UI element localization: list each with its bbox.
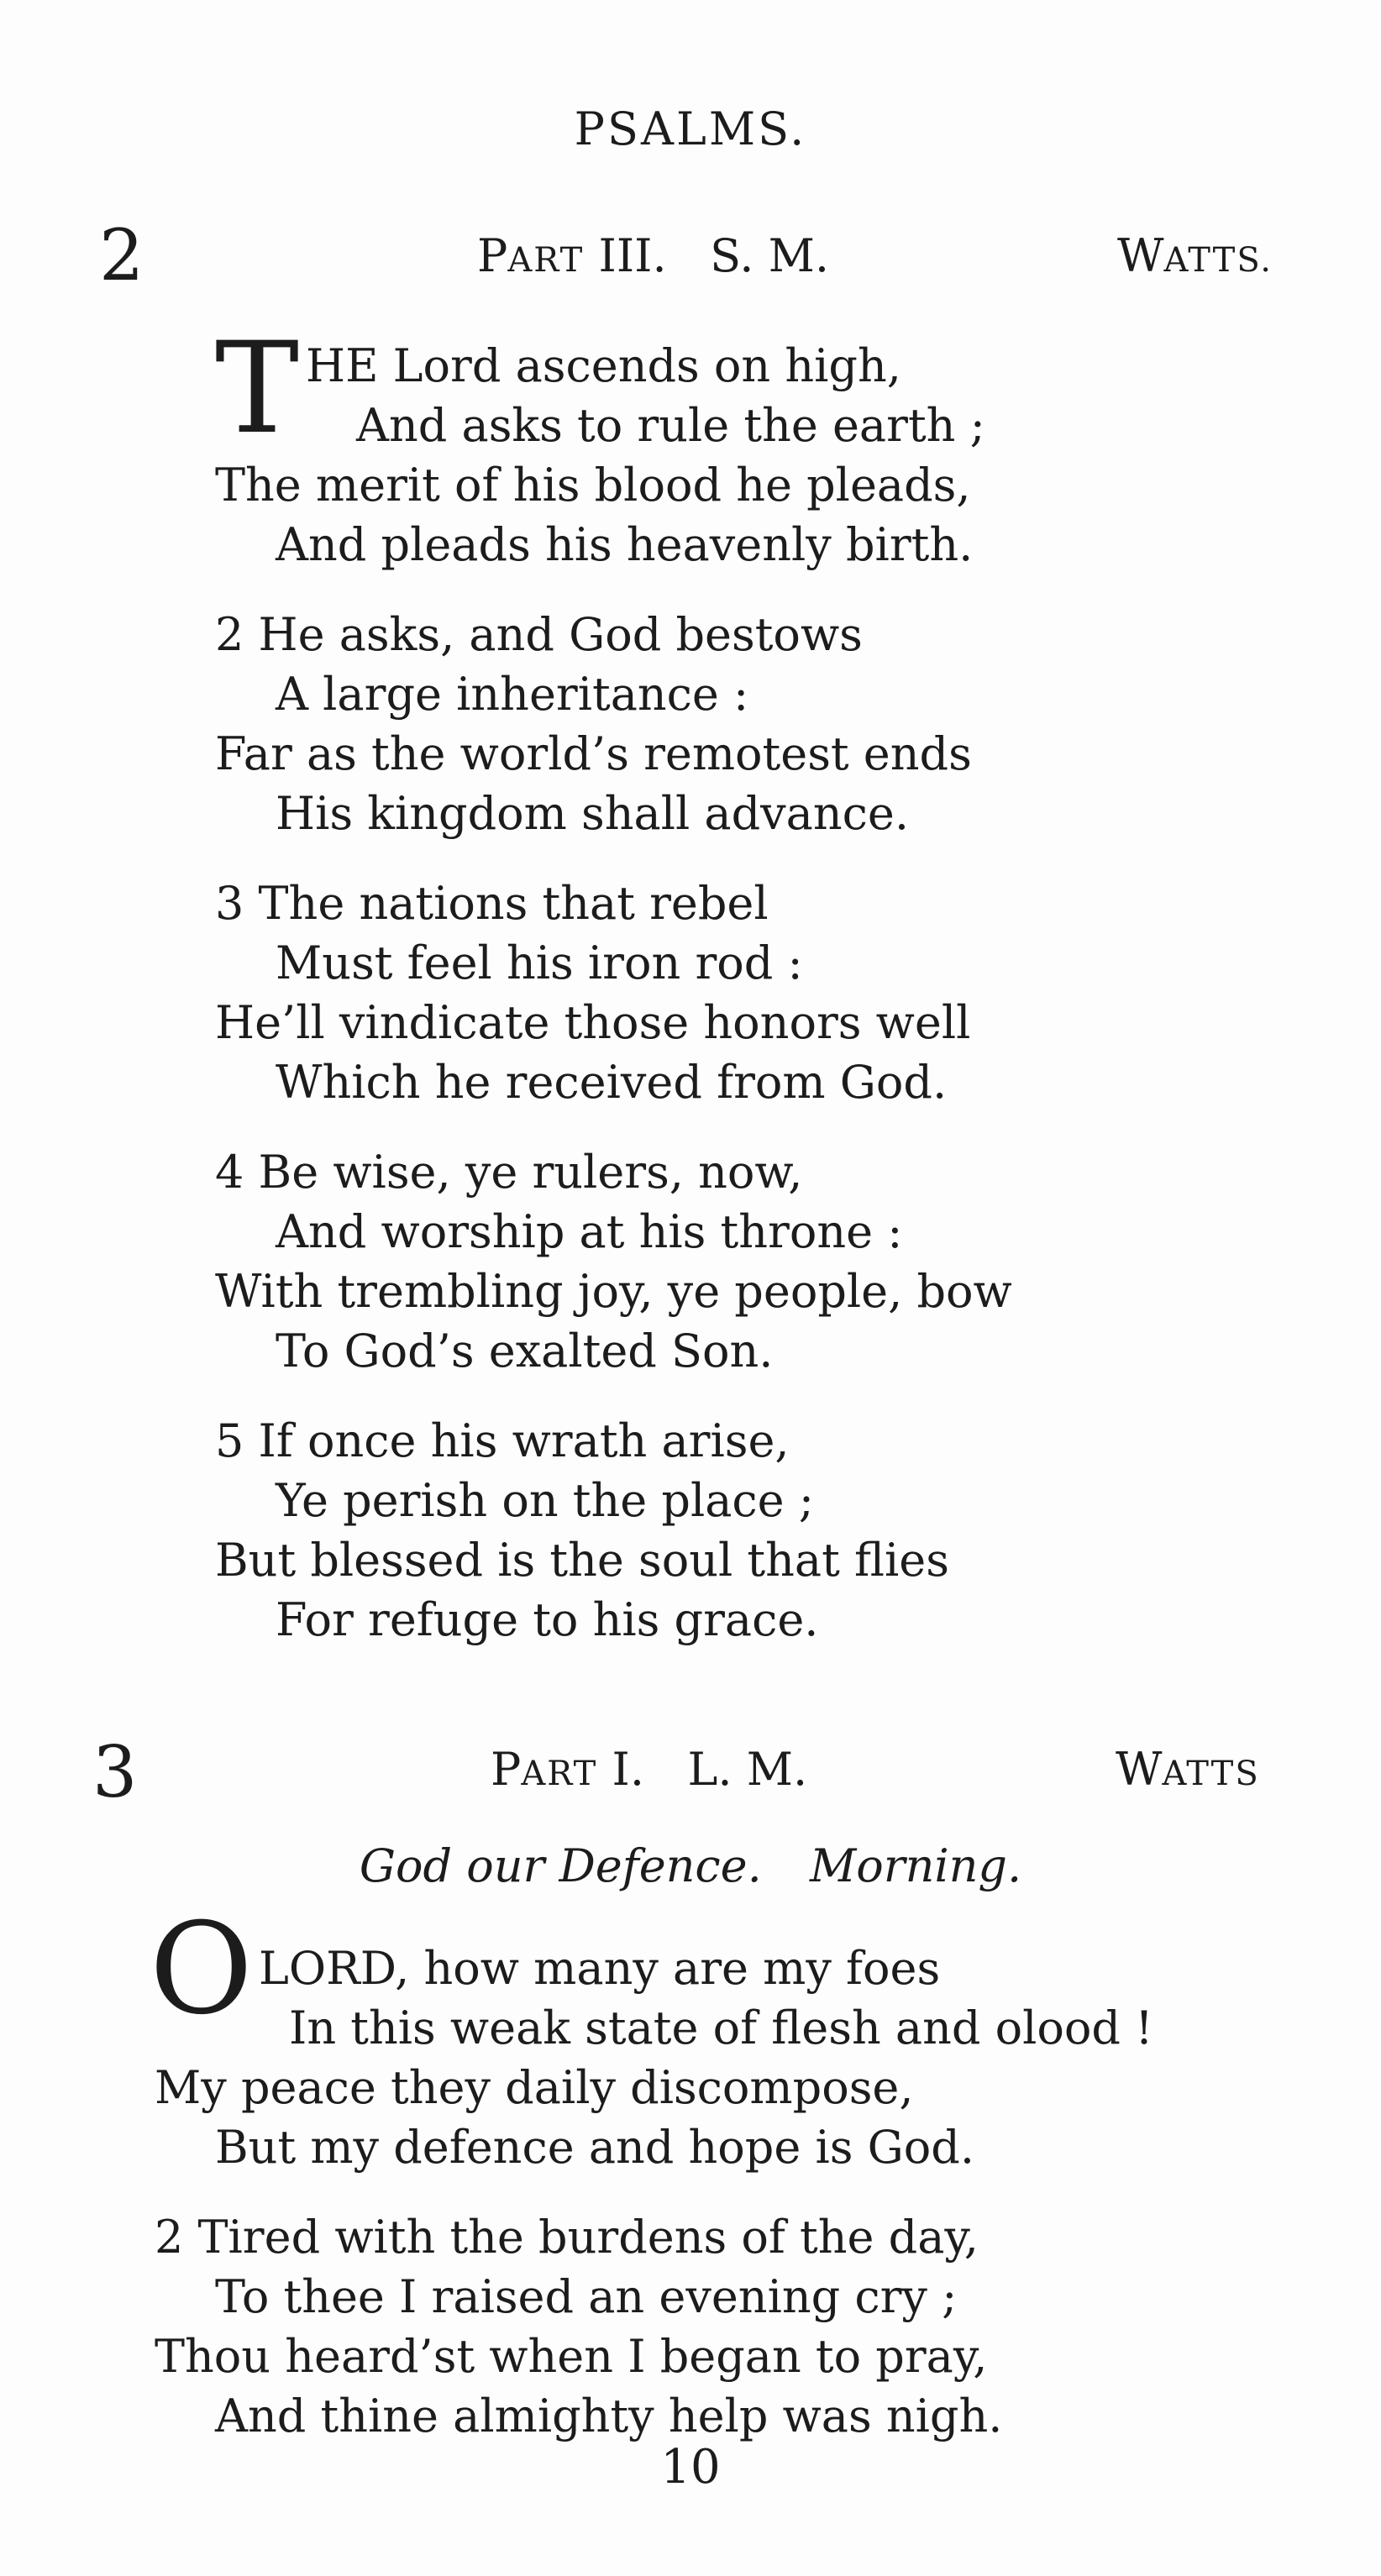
verse-line: For refuge to his grace. [276,1593,819,1646]
stanza [215,1142,1012,1381]
verse-line: In this weak state of flesh and olood ! [289,2002,1153,2054]
verse-line: Which he received from God. [276,1056,948,1109]
drop-cap: T [215,316,300,462]
verse-line: My peace they daily discompose, [155,2061,914,2114]
hymn-meter-header: PART III. S. M. [477,229,830,282]
verse-line: His kingdom shall advance. [276,787,910,840]
stanza [215,1411,949,1650]
hymn-meter-header: PART I. L. M. [491,1743,808,1796]
verse-line: But my defence and hope is God. [215,2121,975,2174]
verse-line: Far as the world’s remotest ends [215,727,972,780]
hymn-author: WATTS. [1117,229,1273,282]
page-number: 10 [660,2440,721,2495]
hymn-number: 2 [99,214,144,296]
verse-line: But blessed is the soul that flies [215,1534,949,1587]
verse-line: A large inheritance : [276,668,749,721]
hymn-number: 3 [92,1731,138,1813]
verse-line: And thine almighty help was nigh. [215,2390,1003,2442]
verse-line: He’ll vindicate those honors well [215,996,971,1049]
running-head: PSALMS. [574,102,807,155]
verse-line: And pleads his heavenly birth. [276,518,974,571]
verse-line: And worship at his throne : [276,1205,903,1258]
stanza [155,1939,1153,2177]
verse-line: 2 He asks, and God bestows [215,608,863,661]
subtitle-tune: Morning. [809,1839,1022,1892]
drop-cap: O [150,1897,253,2043]
verse-line: Ye perish on the place ; [276,1474,814,1527]
stanza [215,874,970,1112]
verse-line: To thee I raised an evening cry ; [215,2270,958,2323]
subtitle-title: God our Defence. [359,1839,762,1892]
verse-line: The merit of his blood he pleads, [215,459,971,512]
verse-line: 3 The nations that rebel [215,877,769,930]
verse-line: HE Lord ascends on high, [306,339,901,392]
verse-line: Thou heard’st when I began to pray, [155,2330,988,2383]
hymn-subtitle [0,1839,1381,1892]
stanza [215,605,972,843]
verse-line: Must feel his iron rod : [276,936,803,989]
verse-line: 2 Tired with the burdens of the day, [155,2211,979,2264]
stanza [155,2207,1002,2446]
hymn-author: WATTS [1116,1743,1260,1796]
verse-line: And asks to rule the earth ; [356,399,985,452]
verse-line: With trembling joy, ye people, bow [215,1265,1012,1318]
verse-line: To God’s exalted Son. [276,1325,774,1377]
verse-line: 4 Be wise, ye rulers, now, [215,1146,803,1199]
verse-line: LORD, how many are my foes [259,1942,941,1995]
verse-line: 5 If once his wrath arise, [215,1414,790,1467]
stanza [215,336,985,574]
